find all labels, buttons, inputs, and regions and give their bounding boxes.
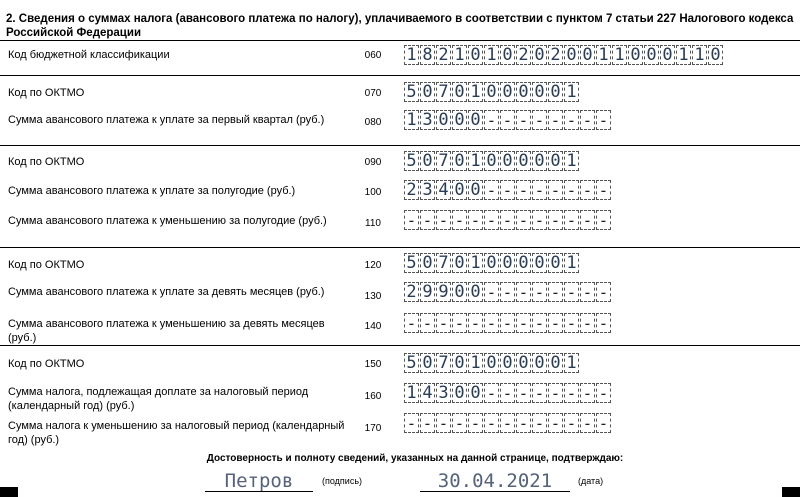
character-cell[interactable]: 1 bbox=[564, 82, 579, 102]
character-cell[interactable]: 0 bbox=[452, 353, 467, 373]
character-cell[interactable]: - bbox=[596, 210, 611, 230]
character-cells-field[interactable] bbox=[404, 180, 612, 202]
character-cells-field[interactable] bbox=[404, 282, 612, 304]
character-cell[interactable]: 0 bbox=[468, 180, 483, 200]
character-cell[interactable]: 1 bbox=[564, 353, 579, 373]
section-title: 2. Сведения о суммах налога (авансового платежа по налогу), уплачиваемого в соответствии с пунктом 7 статьи 227 Налогового кодекса Российской Федерации bbox=[6, 13, 794, 39]
character-cell[interactable]: - bbox=[532, 282, 547, 302]
character-cell[interactable]: - bbox=[548, 110, 563, 130]
line-code: 120 bbox=[364, 260, 382, 271]
line-code: 070 bbox=[364, 88, 382, 99]
character-cell[interactable]: - bbox=[580, 210, 595, 230]
character-cell[interactable]: - bbox=[500, 180, 515, 200]
character-cell[interactable]: - bbox=[532, 110, 547, 130]
character-cell[interactable]: 0 bbox=[516, 151, 531, 171]
character-cell[interactable]: 0 bbox=[468, 282, 483, 302]
character-cell[interactable]: 0 bbox=[452, 383, 467, 403]
character-cell[interactable]: 0 bbox=[500, 45, 515, 65]
character-cell[interactable]: - bbox=[500, 383, 515, 403]
character-cell[interactable]: 0 bbox=[516, 353, 531, 373]
character-cell[interactable]: 0 bbox=[484, 353, 499, 373]
field-label: Сумма авансового платежа к уплате за первый квартал (руб.) bbox=[8, 114, 325, 126]
character-cell[interactable]: 2 bbox=[404, 180, 419, 200]
line-code: 140 bbox=[364, 321, 382, 332]
character-cell[interactable]: 1 bbox=[404, 45, 419, 65]
character-cell[interactable]: - bbox=[500, 110, 515, 130]
line-code: 160 bbox=[364, 391, 382, 402]
character-cell[interactable]: 0 bbox=[468, 110, 483, 130]
character-cell[interactable]: 3 bbox=[420, 180, 435, 200]
character-cell[interactable]: - bbox=[564, 383, 579, 403]
character-cell[interactable]: 1 bbox=[468, 353, 483, 373]
character-cell[interactable]: - bbox=[484, 110, 499, 130]
character-cell[interactable]: - bbox=[516, 210, 531, 230]
character-cell[interactable]: - bbox=[532, 313, 547, 333]
character-cell[interactable]: - bbox=[548, 180, 563, 200]
character-cells-field[interactable] bbox=[404, 45, 724, 67]
section-separator bbox=[0, 75, 800, 76]
character-cell[interactable]: - bbox=[548, 413, 563, 433]
character-cell[interactable]: 0 bbox=[532, 353, 547, 373]
character-cell[interactable]: - bbox=[516, 313, 531, 333]
character-cell[interactable]: - bbox=[420, 210, 435, 230]
signature-caption: (подпись) bbox=[322, 476, 363, 486]
section-separator bbox=[0, 247, 800, 248]
character-cell[interactable]: - bbox=[484, 313, 499, 333]
line-code: 130 bbox=[364, 291, 382, 302]
character-cell[interactable]: 1 bbox=[612, 45, 627, 65]
character-cells-field[interactable] bbox=[404, 151, 580, 173]
character-cell[interactable]: - bbox=[564, 413, 579, 433]
character-cell[interactable]: - bbox=[420, 413, 435, 433]
character-cell[interactable]: - bbox=[500, 282, 515, 302]
character-cell[interactable]: 9 bbox=[420, 282, 435, 302]
character-cell[interactable]: - bbox=[468, 313, 483, 333]
field-label: Код по ОКТМО bbox=[8, 87, 85, 99]
character-cell[interactable]: 0 bbox=[500, 82, 515, 102]
character-cell[interactable]: 3 bbox=[436, 383, 451, 403]
character-cell[interactable]: - bbox=[596, 313, 611, 333]
character-cell[interactable]: 0 bbox=[500, 151, 515, 171]
character-cell[interactable]: 0 bbox=[532, 82, 547, 102]
character-cell[interactable]: 0 bbox=[548, 82, 563, 102]
character-cell[interactable]: - bbox=[532, 383, 547, 403]
character-cell[interactable]: - bbox=[436, 313, 451, 333]
character-cell[interactable]: 0 bbox=[660, 45, 675, 65]
character-cells-field[interactable] bbox=[404, 383, 612, 405]
character-cell[interactable]: 0 bbox=[420, 253, 435, 273]
character-cell[interactable]: - bbox=[500, 313, 515, 333]
character-cell[interactable]: 5 bbox=[404, 353, 419, 373]
character-cell[interactable]: 0 bbox=[532, 45, 547, 65]
character-cell[interactable]: 0 bbox=[452, 282, 467, 302]
character-cell[interactable]: - bbox=[484, 210, 499, 230]
field-label: Код по ОКТМО bbox=[8, 358, 85, 370]
character-cell[interactable]: 0 bbox=[452, 82, 467, 102]
character-cell[interactable]: - bbox=[532, 413, 547, 433]
character-cell[interactable]: 0 bbox=[580, 45, 595, 65]
character-cell[interactable]: - bbox=[484, 383, 499, 403]
character-cell[interactable]: - bbox=[532, 180, 547, 200]
character-cell[interactable]: 0 bbox=[484, 82, 499, 102]
character-cell[interactable]: 7 bbox=[436, 151, 451, 171]
character-cell[interactable]: 3 bbox=[420, 110, 435, 130]
character-cell[interactable]: - bbox=[580, 180, 595, 200]
character-cell[interactable]: - bbox=[548, 313, 563, 333]
character-cell[interactable]: 1 bbox=[404, 383, 419, 403]
character-cell[interactable]: 0 bbox=[484, 151, 499, 171]
character-cell[interactable]: - bbox=[516, 413, 531, 433]
character-cells-field[interactable] bbox=[404, 253, 580, 275]
character-cells-field[interactable] bbox=[404, 413, 612, 435]
character-cell[interactable]: - bbox=[452, 210, 467, 230]
field-label: Сумма авансового платежа к уменьшению за полугодие (руб.) bbox=[8, 215, 327, 227]
character-cell[interactable]: - bbox=[564, 110, 579, 130]
character-cell[interactable]: - bbox=[436, 413, 451, 433]
character-cell[interactable]: 0 bbox=[436, 110, 451, 130]
character-cell[interactable]: - bbox=[580, 110, 595, 130]
character-cell[interactable]: 2 bbox=[516, 45, 531, 65]
character-cell[interactable]: 0 bbox=[708, 45, 723, 65]
line-code: 150 bbox=[364, 359, 382, 370]
character-cell[interactable]: 4 bbox=[436, 180, 451, 200]
character-cell[interactable]: 0 bbox=[420, 82, 435, 102]
character-cell[interactable]: - bbox=[404, 313, 419, 333]
character-cell[interactable]: 0 bbox=[452, 110, 467, 130]
character-cell[interactable]: 0 bbox=[452, 180, 467, 200]
character-cell[interactable]: 0 bbox=[500, 353, 515, 373]
character-cell[interactable]: 0 bbox=[468, 383, 483, 403]
field-label: Сумма авансового платежа к уплате за девять месяцев (руб.) bbox=[8, 286, 325, 298]
character-cell[interactable]: 5 bbox=[404, 151, 419, 171]
field-label: Код по ОКТМО bbox=[8, 259, 85, 271]
character-cell[interactable]: - bbox=[404, 210, 419, 230]
character-cell[interactable]: - bbox=[564, 180, 579, 200]
character-cell[interactable]: 0 bbox=[468, 45, 483, 65]
character-cell[interactable]: 2 bbox=[548, 45, 563, 65]
character-cell[interactable]: - bbox=[580, 282, 595, 302]
character-cell[interactable]: - bbox=[596, 383, 611, 403]
field-label: Код по ОКТМО bbox=[8, 156, 85, 168]
character-cell[interactable]: 0 bbox=[548, 353, 563, 373]
character-cells-field[interactable] bbox=[404, 353, 580, 375]
character-cell[interactable]: 5 bbox=[404, 253, 419, 273]
character-cell[interactable]: 0 bbox=[452, 151, 467, 171]
character-cell[interactable]: - bbox=[484, 413, 499, 433]
character-cell[interactable]: 8 bbox=[420, 45, 435, 65]
character-cell[interactable]: 0 bbox=[452, 253, 467, 273]
line-code: 170 bbox=[364, 423, 382, 434]
character-cell[interactable]: 0 bbox=[420, 353, 435, 373]
line-code: 110 bbox=[365, 218, 381, 229]
character-cell[interactable]: - bbox=[516, 110, 531, 130]
character-cell[interactable]: 4 bbox=[420, 383, 435, 403]
character-cell[interactable]: 9 bbox=[436, 282, 451, 302]
field-label: Сумма авансового платежа к уплате за полугодие (руб.) bbox=[8, 185, 296, 197]
date-value[interactable]: 30.04.2021 bbox=[437, 470, 553, 492]
character-cell[interactable]: - bbox=[564, 282, 579, 302]
line-code: 090 bbox=[364, 157, 382, 168]
character-cell[interactable]: 5 bbox=[404, 82, 419, 102]
character-cell[interactable]: 7 bbox=[436, 82, 451, 102]
character-cell[interactable]: 0 bbox=[500, 253, 515, 273]
character-cell[interactable]: - bbox=[596, 180, 611, 200]
section-separator bbox=[0, 345, 800, 346]
character-cell[interactable]: - bbox=[548, 383, 563, 403]
character-cell[interactable]: - bbox=[532, 210, 547, 230]
section-separator bbox=[0, 145, 800, 146]
character-cells-field[interactable] bbox=[404, 82, 580, 104]
character-cell[interactable]: 1 bbox=[484, 45, 499, 65]
line-code: 060 bbox=[364, 50, 382, 61]
field-label: Сумма налога к уменьшению за налоговый период (календарный год) (руб.) bbox=[8, 420, 345, 446]
date-underline bbox=[420, 491, 570, 492]
character-cell[interactable]: - bbox=[500, 210, 515, 230]
character-cell[interactable]: 7 bbox=[436, 253, 451, 273]
character-cells-field[interactable] bbox=[404, 110, 612, 132]
character-cell[interactable]: - bbox=[596, 110, 611, 130]
character-cell[interactable]: - bbox=[420, 313, 435, 333]
character-cell[interactable]: - bbox=[452, 313, 467, 333]
character-cell[interactable]: 0 bbox=[628, 45, 643, 65]
character-cell[interactable]: 0 bbox=[532, 253, 547, 273]
character-cell[interactable]: 0 bbox=[516, 253, 531, 273]
character-cell[interactable]: - bbox=[580, 413, 595, 433]
character-cell[interactable]: 0 bbox=[532, 151, 547, 171]
character-cell[interactable]: - bbox=[468, 210, 483, 230]
character-cell[interactable]: 1 bbox=[564, 151, 579, 171]
character-cell[interactable]: - bbox=[484, 282, 499, 302]
character-cell[interactable]: 1 bbox=[452, 45, 467, 65]
character-cell[interactable]: - bbox=[404, 413, 419, 433]
character-cell[interactable]: - bbox=[564, 210, 579, 230]
character-cell[interactable]: - bbox=[516, 180, 531, 200]
signature-underline bbox=[205, 491, 313, 492]
line-code: 080 bbox=[364, 117, 382, 128]
character-cell[interactable]: - bbox=[436, 210, 451, 230]
character-cell[interactable]: 0 bbox=[564, 45, 579, 65]
signer-name[interactable]: Петров bbox=[224, 470, 294, 492]
character-cell[interactable]: - bbox=[516, 383, 531, 403]
character-cells-field[interactable] bbox=[404, 313, 612, 335]
character-cell[interactable]: 2 bbox=[404, 282, 419, 302]
character-cell[interactable]: - bbox=[580, 383, 595, 403]
character-cell[interactable]: 1 bbox=[564, 253, 579, 273]
character-cell[interactable]: 0 bbox=[420, 151, 435, 171]
character-cell[interactable]: 7 bbox=[436, 353, 451, 373]
character-cell[interactable]: 0 bbox=[548, 253, 563, 273]
character-cell[interactable]: 1 bbox=[404, 110, 419, 130]
character-cell[interactable]: 0 bbox=[484, 253, 499, 273]
date-caption: (дата) bbox=[578, 476, 604, 486]
character-cell[interactable]: 1 bbox=[676, 45, 691, 65]
confirmation-statement: Достоверность и полноту сведений, указанных на данной странице, подтверждаю: bbox=[206, 453, 624, 464]
character-cell[interactable]: - bbox=[452, 413, 467, 433]
line-code: 100 bbox=[364, 187, 382, 198]
character-cell[interactable]: 1 bbox=[596, 45, 611, 65]
character-cell[interactable]: - bbox=[548, 210, 563, 230]
character-cell[interactable]: 1 bbox=[692, 45, 707, 65]
character-cell[interactable]: 0 bbox=[548, 151, 563, 171]
corner-marker-left bbox=[0, 487, 18, 497]
character-cell[interactable]: - bbox=[596, 282, 611, 302]
character-cell[interactable]: 0 bbox=[516, 82, 531, 102]
field-label: Сумма авансового платежа к уменьшению за девять месяцев (руб.) bbox=[8, 318, 325, 344]
character-cell[interactable]: - bbox=[564, 313, 579, 333]
character-cell[interactable]: - bbox=[548, 282, 563, 302]
character-cell[interactable]: - bbox=[500, 413, 515, 433]
character-cells-field[interactable] bbox=[404, 210, 612, 232]
character-cell[interactable]: - bbox=[468, 413, 483, 433]
character-cell[interactable]: 2 bbox=[436, 45, 451, 65]
section-separator bbox=[0, 40, 800, 41]
field-label: Сумма налога, подлежащая доплате за налоговый период (календарный год) (руб.) bbox=[8, 386, 309, 412]
character-cell[interactable]: 1 bbox=[468, 253, 483, 273]
corner-marker-right bbox=[782, 487, 800, 497]
character-cell[interactable]: 1 bbox=[468, 82, 483, 102]
character-cell[interactable]: - bbox=[484, 180, 499, 200]
character-cell[interactable]: - bbox=[596, 413, 611, 433]
character-cell[interactable]: 0 bbox=[644, 45, 659, 65]
character-cell[interactable]: 1 bbox=[468, 151, 483, 171]
field-label: Код бюджетной классификации bbox=[8, 49, 170, 61]
character-cell[interactable]: - bbox=[516, 282, 531, 302]
character-cell[interactable]: - bbox=[580, 313, 595, 333]
